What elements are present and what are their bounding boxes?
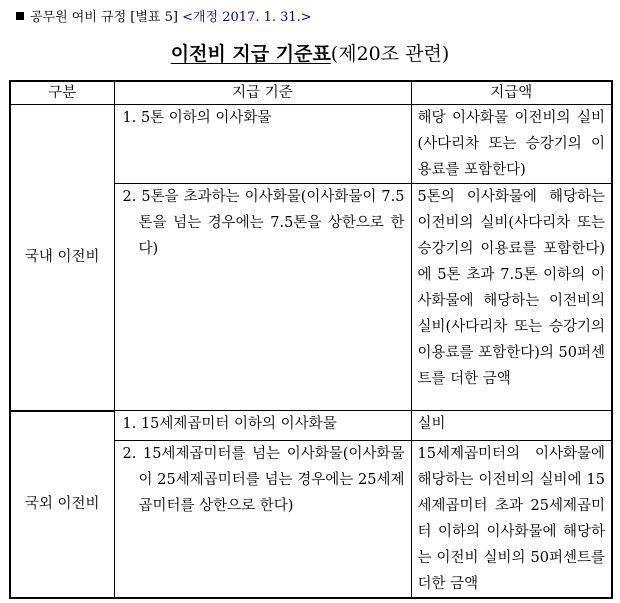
criteria-text: 1. 15세제곱미터 이하의 이사화물 (122, 416, 337, 432)
table-row (10, 411, 612, 441)
amount-cell: 15세제곱미터의 이사화물에 해당하는 이전비의 실비에 15세제곱미터 초과 25세제곱미터 이하의 이사화물에 해당하는 이전비 실비의 50퍼센트를 더한 금액 (411, 441, 612, 599)
criteria-cell (114, 184, 411, 411)
regulation-reference: 공무원 여비 규정 [별표 5] (30, 10, 178, 25)
amount-cell: 5톤의 이사화물에 해당하는 이전비의 실비(사다리차 또는 승강기의 이용료를 포함한다)에 5톤 초과 7.5톤 이하의 이사화물에 해당하는 이전비의 실비(사다리차 또는 승강기의 이용료를 포함한다)의 50퍼센트를 더한 금액 (411, 184, 612, 411)
criteria-cell (114, 441, 411, 599)
amount-cell: 해당 이사화물 이전비의 실비(사다리차 또는 승강기의 이용료를 포함한다) (411, 105, 612, 184)
document-header (16, 9, 312, 27)
revision-date: <개정 2017. 1. 31.> (182, 10, 312, 25)
category-domestic: 국내 이전비 (10, 105, 114, 411)
relocation-cost-table (9, 80, 613, 599)
table-header-row (10, 81, 612, 105)
criteria-text: 2. 5톤을 초과하는 이사화물(이사화물이 7.5톤을 넘는 경우에는 7.5톤을 상한으로 한다) (122, 189, 405, 257)
page-title (0, 41, 620, 67)
category-overseas: 국외 이전비 (10, 411, 114, 599)
column-header-amount: 지급액 (411, 81, 612, 105)
column-header-category: 구분 (10, 81, 114, 105)
bullet-square-icon (16, 12, 24, 20)
column-header-criteria: 지급 기준 (114, 81, 411, 105)
table-row (10, 105, 612, 184)
title-main: 이전비 지급 기준표 (170, 43, 331, 65)
criteria-text: 1. 5톤 이하의 이사화물 (122, 110, 272, 126)
criteria-cell (114, 105, 411, 184)
amount-cell: 실비 (411, 411, 612, 441)
criteria-text: 2. 15세제곱미터를 넘는 이사화물(이사화물이 25세제곱미터를 넘는 경우에는 25세제곱미터를 상한으로 한다) (122, 446, 405, 514)
criteria-cell (114, 411, 411, 441)
title-sub: (제20조 관련) (330, 43, 450, 65)
